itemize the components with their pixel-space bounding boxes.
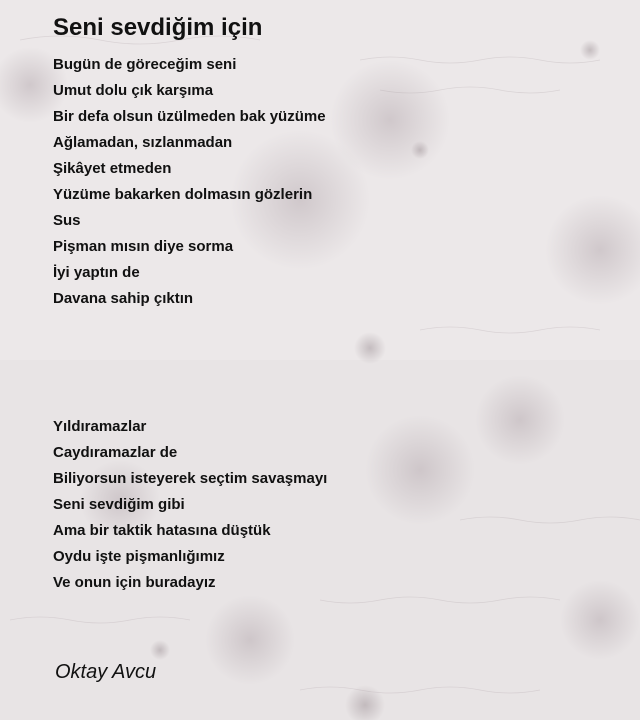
poem-line: Oydu işte pişmanlığımız [53,548,225,565]
poem-line: Şikâyet etmeden [53,160,172,177]
poem-line: Ama bir taktik hatasına düştük [53,522,271,539]
poem-line: Biliyorsun isteyerek seçtim savaşmayı [53,470,328,487]
poem-line: Bir defa olsun üzülmeden bak yüzüme [53,108,326,125]
poem-line: Ve onun için buradayız [53,574,216,591]
poem-line: Seni sevdiğim gibi [53,496,185,513]
stanza-2 [53,414,613,596]
poem-line: Bugün de göreceğim seni [53,56,237,73]
poem-line: Umut dolu çık karşıma [53,82,214,99]
poem-line: Yüzüme bakarken dolmasın gözlerin [53,186,313,203]
poem-line: Ağlamadan, sızlanmadan [53,134,233,151]
poem-line: Pişman mısın diye sorma [53,238,234,255]
poem-line: Davana sahip çıktın [53,290,194,307]
poem-line: İyi yaptın de [53,264,140,281]
poem-line: Yıldıramazlar [53,418,147,435]
stanza-1 [53,52,613,312]
poem-title: Seni sevdiğim için [53,14,263,41]
poem [53,10,613,596]
poem-line: Sus [53,212,81,229]
poem-author: Oktay Avcu [55,661,157,683]
poem-line: Caydıramazlar de [53,444,178,461]
